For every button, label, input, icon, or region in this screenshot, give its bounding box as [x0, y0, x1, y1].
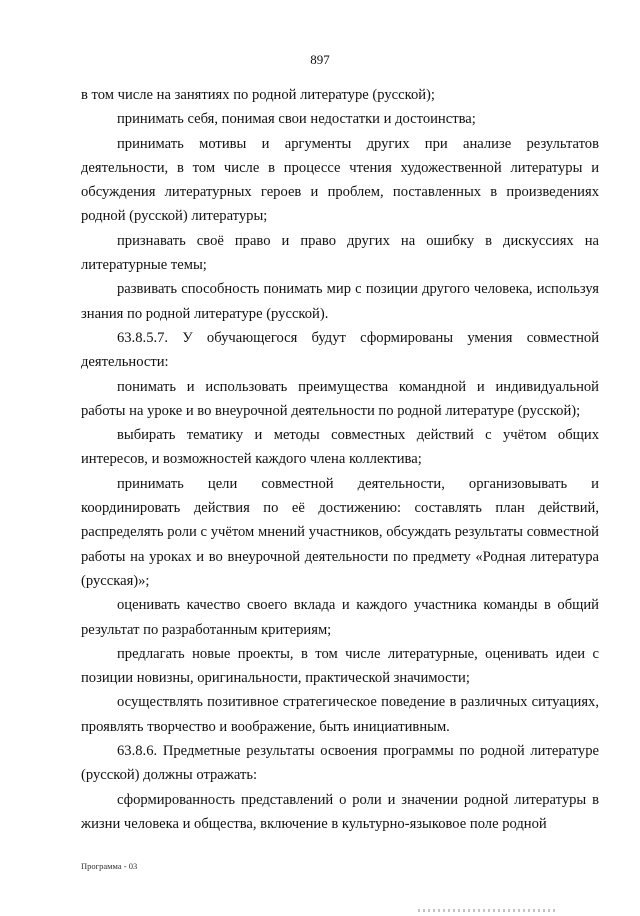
scan-edge-mark: [418, 909, 558, 912]
paragraph: принимать цели совместной деятельности, организовывать и координировать действия по её достижению: составлять план действий, распределять роли с учётом мнений участников, обсуждать результаты совместной работы на уроках и во внеурочной деятельности по предмету «Родная литература (русская)»;: [81, 475, 599, 589]
page-footer: Программа - 03: [81, 861, 138, 871]
paragraph: предлагать новые проекты, в том числе литературные, оценивать идеи с позиции новизны, оригинальности, практической значимости;: [81, 645, 599, 687]
paragraph: 63.8.6. Предметные результаты освоения программы по родной литературе (русской) должны отражать:: [81, 743, 599, 784]
paragraph: принимать себя, понимая свои недостатки и достоинства;: [117, 111, 476, 128]
paragraph: осуществлять позитивное стратегическое поведение в различных ситуациях, проявлять творчество и воображение, быть инициативным.: [81, 694, 599, 735]
paragraph: оценивать качество своего вклада и каждого участника команды в общий результат по разработанным критериям;: [81, 597, 599, 638]
page-number: 897: [310, 52, 330, 67]
document-body: [81, 83, 599, 836]
paragraph: 63.8.5.7. У обучающегося будут сформированы умения совместной деятельности:: [81, 329, 599, 371]
paragraph: признавать своё право и право других на ошибку в дискуссиях на литературные темы;: [81, 232, 599, 274]
paragraph: развивать способность понимать мир с позиции другого человека, используя знания по родной литературе (русской).: [81, 281, 599, 322]
paragraph: сформированность представлений о роли и значении родной литературы в жизни человека и общества, включение в культурно-языковое поле родной: [81, 791, 599, 832]
paragraph: принимать мотивы и аргументы других при анализе результатов деятельности, в том числе в процессе чтения художественной литературы и обсуждения литературных героев и проблем, поставленных в произведениях родной (русской) литературы;: [81, 135, 599, 225]
paragraph: понимать и использовать преимущества командной и индивидуальной работы на уроке и во внеурочной деятельности по родной литературе (русской);: [81, 378, 599, 419]
paragraph: выбирать тематику и методы совместных действий с учётом общих интересов, и возможностей каждого члена коллектива;: [81, 427, 599, 468]
paragraph: в том числе на занятиях по родной литературе (русской);: [81, 87, 435, 103]
